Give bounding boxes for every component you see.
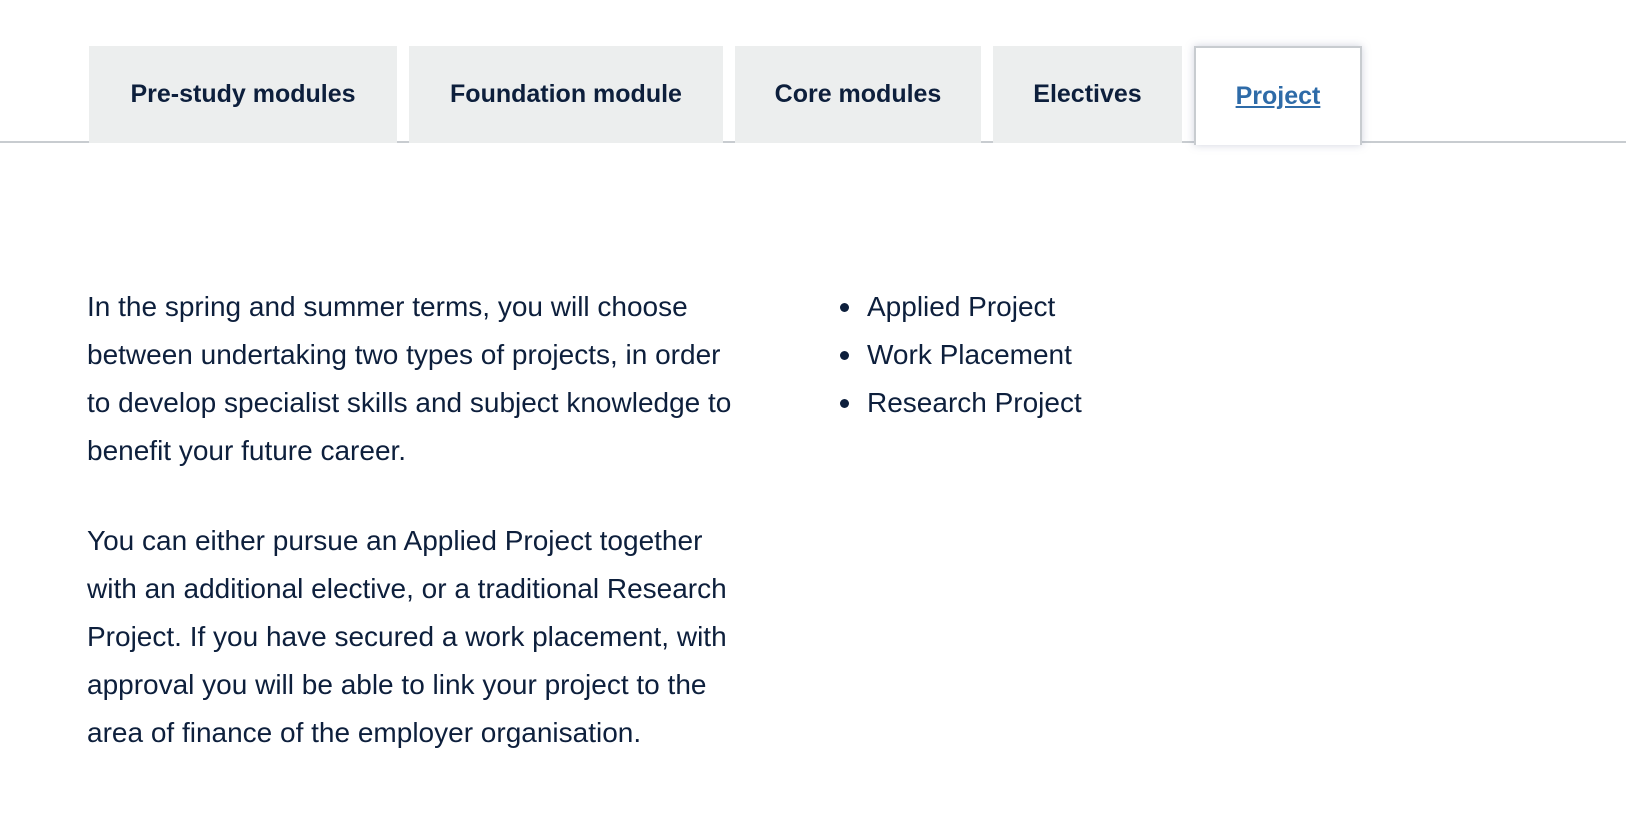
description-paragraph: In the spring and summer terms, you will choose between undertaking two types of projects, in order to develop specialist skills and subject knowledge to benefit your future career. bbox=[87, 291, 732, 466]
tab-project[interactable]: Project bbox=[1194, 46, 1362, 145]
tab-pre-study-modules[interactable]: Pre-study modules bbox=[89, 46, 397, 143]
project-description bbox=[87, 283, 747, 799]
tab-core-modules[interactable]: Core modules bbox=[735, 46, 981, 143]
bullet-icon bbox=[840, 351, 849, 360]
tab-foundation-module[interactable]: Foundation module bbox=[409, 46, 723, 143]
project-options-list bbox=[840, 283, 1082, 427]
list-item-label: Applied Project bbox=[867, 291, 1056, 322]
module-tab-bar bbox=[0, 0, 1626, 143]
tab-electives[interactable]: Electives bbox=[993, 46, 1182, 143]
description-paragraph: You can either pursue an Applied Project together with an additional elective, or a traditional Research Project. If you have secured a work placement, with approval you will be able to link your project to the area of finance of the employer organisation. bbox=[87, 525, 727, 748]
list-item bbox=[840, 283, 1082, 331]
list-item-label: Work Placement bbox=[867, 339, 1072, 370]
bullet-icon bbox=[840, 399, 849, 408]
bullet-icon bbox=[840, 303, 849, 312]
project-options bbox=[840, 283, 1082, 427]
list-item bbox=[840, 379, 1082, 427]
list-item-label: Research Project bbox=[867, 387, 1082, 418]
list-item bbox=[840, 331, 1082, 379]
